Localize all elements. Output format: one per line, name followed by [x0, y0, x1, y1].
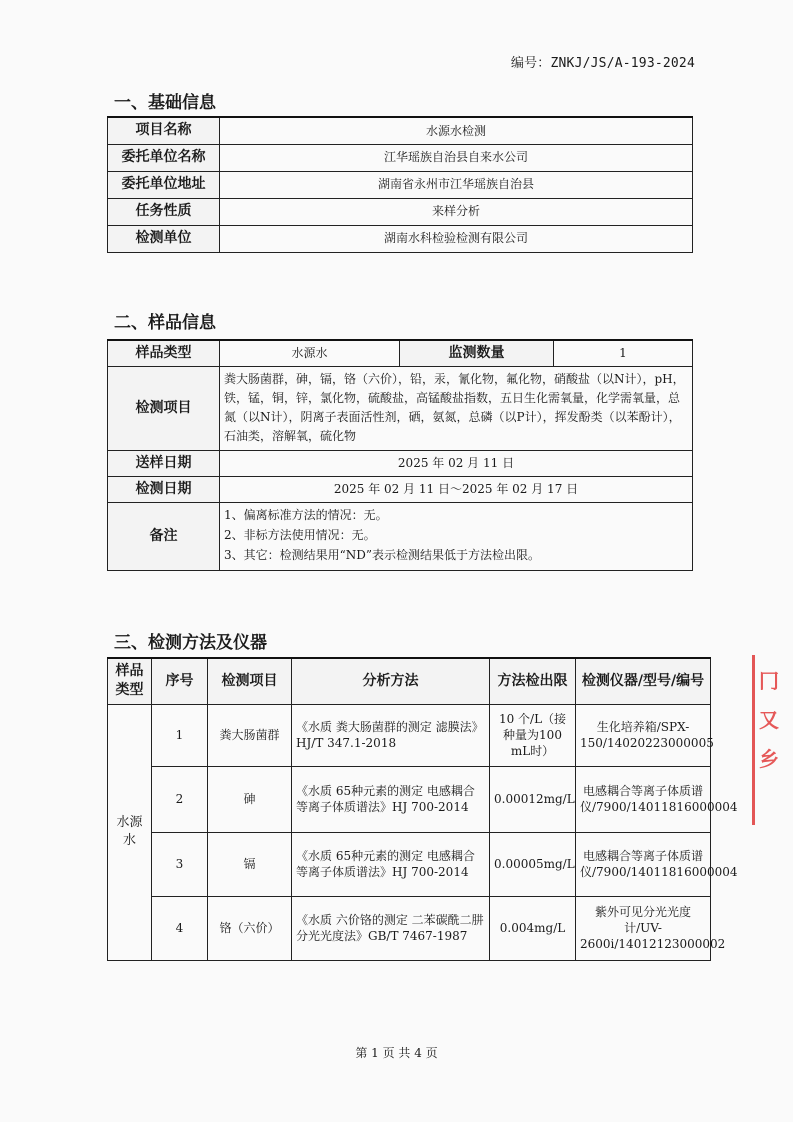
- cell-no: 4: [152, 896, 208, 960]
- header-instrument: 检测仪器/型号/编号: [576, 658, 711, 704]
- cell-item: 粪大肠菌群: [208, 704, 292, 766]
- header-no: 序号: [152, 658, 208, 704]
- document-number: 编号：ZNKJ/JS/A-193-2024: [510, 56, 695, 71]
- cell-item: 镉: [208, 832, 292, 896]
- table-row: [108, 704, 711, 766]
- cell-method: 《水质 65种元素的测定 电感耦合等离子体质谱法》HJ 700-2014: [292, 832, 490, 896]
- value-test-date: 2025 年 02 月 11 日～2025 年 02 月 17 日: [220, 476, 693, 502]
- cell-limit: 10 个/L（接种量为100 mL时）: [490, 704, 576, 766]
- table-row: [108, 896, 711, 960]
- basic-info-table: [107, 116, 693, 253]
- cell-method: 《水质 六价铬的测定 二苯碳酰二肼分光光度法》GB/T 7467-1987: [292, 896, 490, 960]
- label-test-date: 检测日期: [108, 476, 220, 502]
- header-method: 分析方法: [292, 658, 490, 704]
- seal-mark: 又: [759, 708, 779, 732]
- value-sent-date: 2025 年 02 月 11 日: [220, 450, 693, 476]
- value-project-name: 水源水检测: [220, 117, 693, 144]
- cell-item: 砷: [208, 766, 292, 832]
- header-item: 检测项目: [208, 658, 292, 704]
- label-project-name: 项目名称: [108, 117, 220, 144]
- section-title-basic-info: 一、基础信息: [114, 93, 216, 113]
- header-limit: 方法检出限: [490, 658, 576, 704]
- label-task-nature: 任务性质: [108, 198, 220, 225]
- cell-sample-type: 水源水: [108, 704, 152, 960]
- label-client-name: 委托单位名称: [108, 144, 220, 171]
- table-row: [108, 766, 711, 832]
- table-row: [108, 832, 711, 896]
- header-sample-type: 样品类型: [108, 658, 152, 704]
- remark-line: 3、其它：检测结果用“ND”表示检测结果低于方法检出限。: [224, 547, 541, 562]
- page-footer: 第 1 页 共 4 页: [355, 1046, 438, 1060]
- label-test-items: 检测项目: [108, 366, 220, 450]
- cell-no: 1: [152, 704, 208, 766]
- cell-limit: 0.004mg/L: [490, 896, 576, 960]
- value-monitor-count: 1: [554, 340, 693, 366]
- cell-instrument: 电感耦合等离子体质谱仪/7900/14011816000004: [576, 766, 711, 832]
- cell-method: 《水质 65种元素的测定 电感耦合等离子体质谱法》HJ 700-2014: [292, 766, 490, 832]
- value-test-items: 粪大肠菌群，砷，镉，铬（六价），铅，汞，氰化物，氟化物，硝酸盐（以N计），pH，铁，锰，铜，锌，氯化物，硫酸盐，高锰酸盐指数，五日生化需氧量，化学需氧量，总氮（以N计），阴离子表面活性剂，硒，氨氮，总磷（以P计），挥发酚类（以苯酚计），石油类，溶解氧，硫化物: [220, 366, 693, 450]
- value-task-nature: 来样分析: [220, 198, 693, 225]
- seal-mark: 乡: [759, 747, 779, 771]
- label-testing-unit: 检测单位: [108, 225, 220, 252]
- cell-no: 3: [152, 832, 208, 896]
- value-client-name: 江华瑶族自治县自来水公司: [220, 144, 693, 171]
- cell-instrument: 电感耦合等离子体质谱仪/7900/14011816000004: [576, 832, 711, 896]
- cell-instrument: 紫外可见分光光度计/UV-2600i/14012123000002: [576, 896, 711, 960]
- cell-limit: 0.00012mg/L: [490, 766, 576, 832]
- remark-line: 1、偏离标准方法的情况：无。: [224, 508, 388, 523]
- cell-item: 铬（六价）: [208, 896, 292, 960]
- remark-line: 2、非标方法使用情况：无。: [224, 528, 376, 543]
- section-title-sample-info: 二、样品信息: [114, 313, 216, 333]
- methods-table: [107, 657, 738, 961]
- cell-instrument: 生化培养箱/SPX-150/14020223000005: [576, 704, 711, 766]
- cell-limit: 0.00005mg/L: [490, 832, 576, 896]
- label-sent-date: 送样日期: [108, 450, 220, 476]
- value-client-address: 湖南省永州市江华瑶族自治县: [220, 171, 693, 198]
- value-testing-unit: 湖南水科检验检测有限公司: [220, 225, 693, 252]
- label-sample-type: 样品类型: [108, 340, 220, 366]
- cell-no: 2: [152, 766, 208, 832]
- value-remarks: [220, 502, 693, 570]
- label-remarks: 备注: [108, 502, 220, 570]
- section-title-methods: 三、检测方法及仪器: [114, 633, 267, 653]
- cell-method: 《水质 粪大肠菌群的测定 滤膜法》HJ/T 347.1-2018: [292, 704, 490, 766]
- sample-info-table: [107, 339, 693, 571]
- label-monitor-count: 监测数量: [400, 340, 554, 366]
- label-client-address: 委托单位地址: [108, 171, 220, 198]
- value-sample-type: 水源水: [220, 340, 400, 366]
- seal-stamp: [752, 655, 785, 825]
- seal-mark: 冂: [759, 669, 779, 693]
